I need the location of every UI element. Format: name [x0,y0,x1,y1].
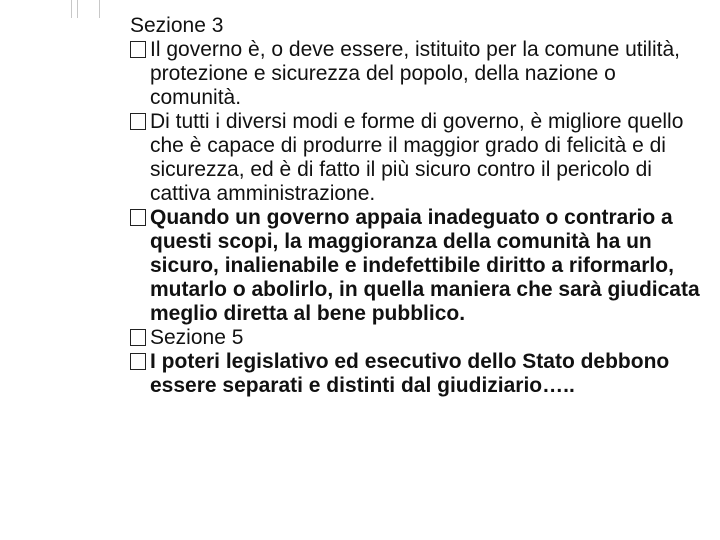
bullet-text: Di tutti i diversi modi e forme di governo, è migliore quello che è capace di produrre il maggior grado di felicità e di sicurezza, ed è di fatto il più sicuro contro il pericolo di cattiva amministrazione. [150,110,684,205]
bullet-item-5 [130,350,705,398]
bullet-text: I poteri legislativo ed esecutivo dello Stato debbono essere separati e distinti dal giudiziario….. [150,350,670,397]
checkbox-bullet-icon [130,329,146,346]
decorative-line [77,0,78,18]
checkbox-bullet-icon [130,209,146,226]
bullet-text: Sezione 5 [150,326,244,349]
bullet-item-2 [130,110,705,206]
bullet-item-3 [130,206,705,326]
checkbox-bullet-icon [130,353,146,370]
bullet-text: Quando un governo appaia inadeguato o contrario a questi scopi, la maggioranza della comunità ha un sicuro, inalienabile e indefettibile diritto a riformarlo, mutarlo o abolirlo, in quella maniera che sarà giudicata meglio diretta al bene pubblico. [150,206,700,325]
decorative-line [99,0,100,18]
decorative-line [71,0,72,18]
bullet-item-4 [130,326,705,350]
bullet-item-1 [130,38,705,110]
checkbox-bullet-icon [130,41,146,58]
section-heading: Sezione 3 [130,14,224,37]
slide-content [130,14,705,398]
checkbox-bullet-icon [130,113,146,130]
bullet-text: Il governo è, o deve essere, istituito per la comune utilità, protezione e sicurezza del popolo, della nazione o comunità. [150,38,680,109]
